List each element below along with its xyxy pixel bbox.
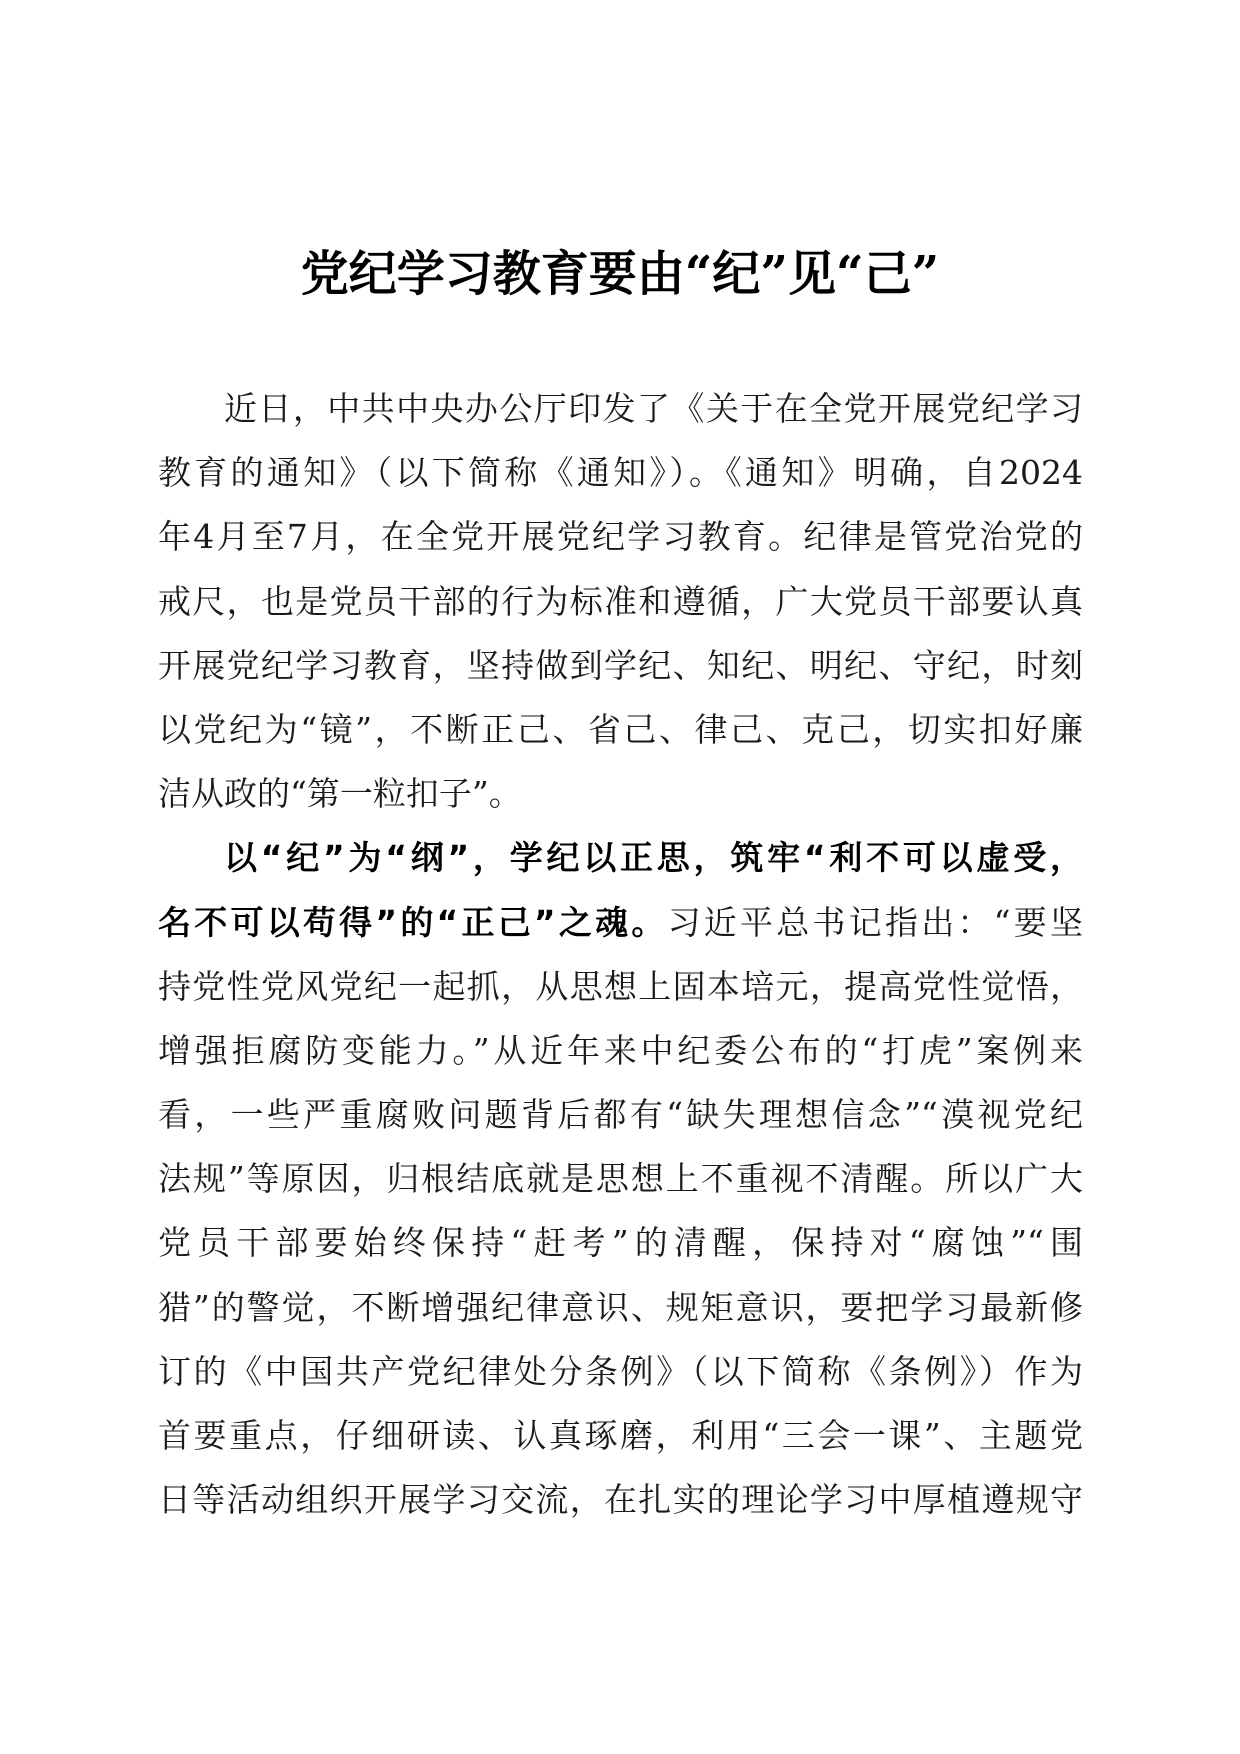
paragraph-line: 日等活动组织开展学习交流，在扎实的理论学习中厚植遵规守 — [158, 1480, 1083, 1520]
paragraph-line: 看，一些严重腐败问题背后都有“缺失理想信念”“漠视党纪 — [158, 1095, 1083, 1135]
document-title: 党纪学习教育要由“纪”见“己” — [300, 246, 940, 302]
paragraph-line: 以党纪为“镜”，不断正己、省己、律己、克己，切实扣好廉 — [158, 709, 1083, 749]
paragraph-line: 猎”的警觉，不断增强纪律意识、规矩意识，要把学习最新修 — [158, 1287, 1083, 1327]
document-body — [158, 377, 1083, 1532]
section-heading-tail: 名不可以苟得”的“正己”之魂。 — [158, 902, 668, 942]
section-heading-line: 以“纪”为“纲”，学纪以正思，筑牢“利不可以虚受， — [224, 838, 1083, 878]
paragraph-line: 开展党纪学习教育，坚持做到学纪、知纪、明纪、守纪，时刻 — [158, 645, 1083, 685]
paragraph-line: 订的《中国共产党纪律处分条例》（以下简称《条例》）作为 — [158, 1351, 1083, 1391]
paragraph-line: 年4月至7月，在全党开展党纪学习教育。纪律是管党治党的 — [158, 517, 1083, 557]
paragraph-line: 法规”等原因，归根结底就是思想上不重视不清醒。所以广大 — [158, 1159, 1083, 1199]
paragraph-1 — [158, 377, 1083, 826]
paragraph-text: 习近平总书记指出：“要坚 — [667, 902, 1083, 942]
paragraph-line: 戒尺，也是党员干部的行为标准和遵循，广大党员干部要认真 — [158, 581, 1083, 621]
paragraph-line: 教育的通知》（以下简称《通知》）。《通知》明确，自2024 — [158, 453, 1083, 493]
paragraph-line: 增强拒腐防变能力。”从近年来中纪委公布的“打虎”案例来 — [158, 1030, 1083, 1070]
paragraph-line: 持党性党风党纪一起抓，从思想上固本培元，提高党性觉悟， — [158, 966, 1083, 1006]
paragraph-line: 党员干部要始终保持“赶考”的清醒，保持对“腐蚀”“围 — [158, 1223, 1083, 1263]
paragraph-line-mixed — [158, 891, 1083, 955]
paragraph-line: 近日，中共中央办公厅印发了《关于在全党开展党纪学习 — [224, 389, 1083, 428]
paragraph-line: 洁从政的“第一粒扣子”。 — [158, 774, 522, 814]
paragraph-line: 首要重点，仔细研读、认真琢磨，利用“三会一课”、主题党 — [158, 1416, 1083, 1455]
paragraph-2 — [158, 826, 1083, 1532]
